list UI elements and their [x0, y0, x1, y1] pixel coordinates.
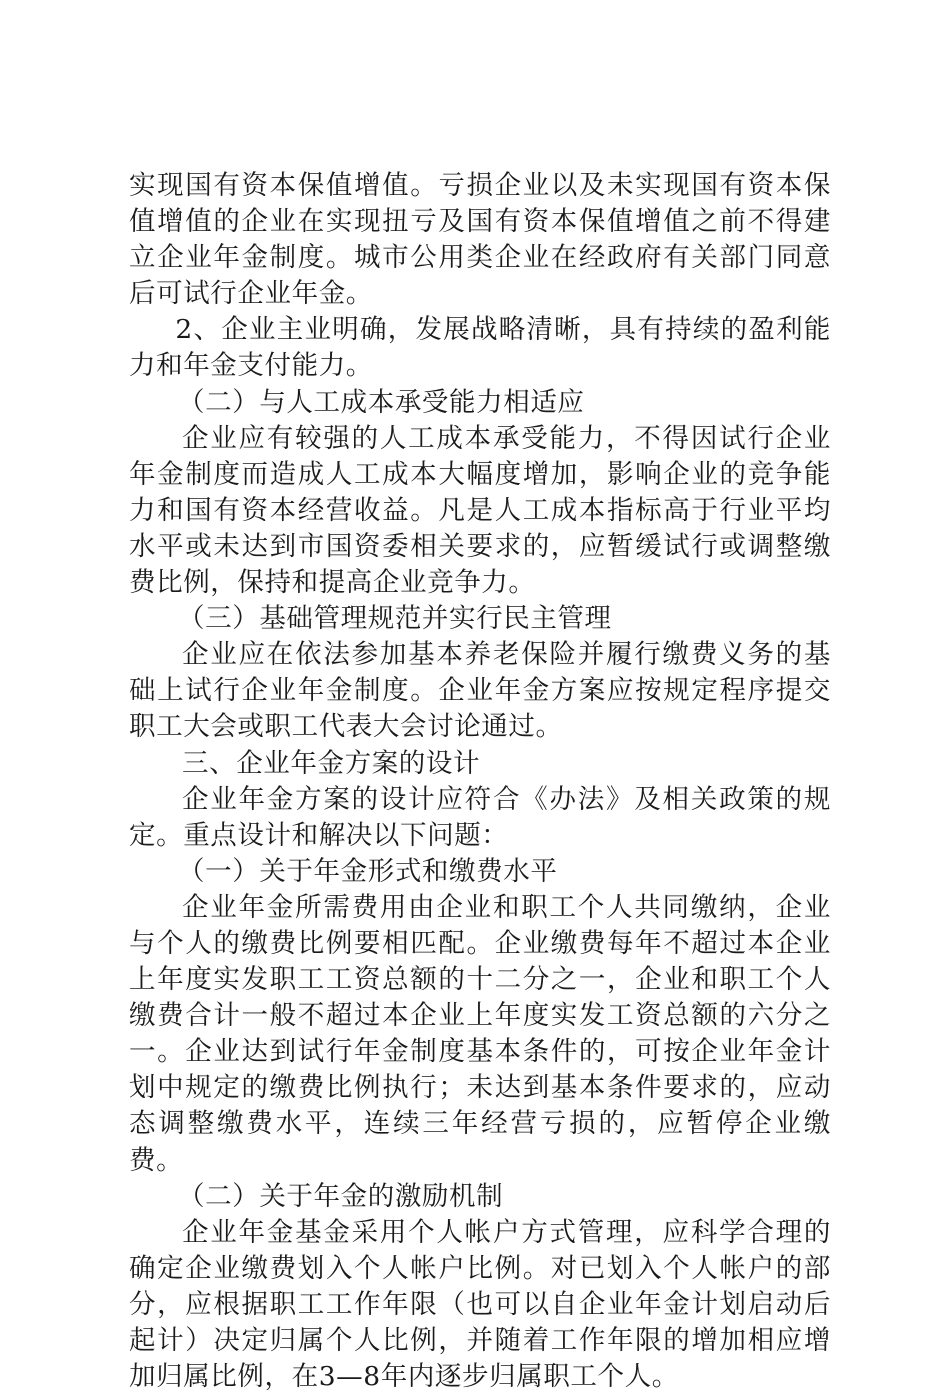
paragraph-labor-cost: 企业应有较强的人工成本承受能力，不得因试行企业年金制度而造成人工成本大幅度增加，影响企业的竞争能力和国有资本经营收益。凡是人工成本指标高于行业平均水平或未达到市国资委相关要求的，应暂缓试行或调整缴费比例，保持和提高企业竞争力。 — [129, 422, 831, 599]
subheading-labor-cost: （二）与人工成本承受能力相适应 — [178, 386, 585, 418]
paragraph-continuation: 实现国有资本保值增值。亏损企业以及未实现国有资本保值增值的企业在实现扭亏及国有资本保值增值之前不得建立企业年金制度。城市公用类企业在经政府有关部门同意后可试行企业年金。 — [129, 170, 831, 310]
subheading-incentive: （二）关于年金的激励机制 — [178, 1180, 504, 1212]
paragraph-plan-design: 企业年金方案的设计应符合《办法》及相关政策的规定。重点设计和解决以下问题： — [129, 783, 831, 851]
paragraph-contribution: 企业年金所需费用由企业和职工个人共同缴纳，企业与个人的缴费比例要相匹配。企业缴费每年不超过本企业上年度实发职工工资总额的十二分之一，企业和职工个人缴费合计一般不超过本企业上年度实发工资总额的六分之一。企业达到试行年金制度基本条件的，可按企业年金计划中规定的缴费比例执行；未达到基本条件要求的，应动态调整缴费水平，连续三年经营亏损的，应暂停企业缴费。 — [129, 891, 831, 1176]
section-heading-plan-design: 三、企业年金方案的设计 — [182, 747, 481, 779]
paragraph-management: 企业应在依法参加基本养老保险并履行缴费义务的基础上试行企业年金制度。企业年金方案应按规定程序提交职工大会或职工代表大会讨论通过。 — [129, 639, 831, 743]
document-body — [129, 168, 831, 1395]
subheading-management: （三）基础管理规范并实行民主管理 — [178, 603, 612, 635]
paragraph-item-2: 2、企业主业明确，发展战略清晰，具有持续的盈利能力和年金支付能力。 — [129, 314, 831, 382]
paragraph-incentive: 企业年金基金采用个人帐户方式管理，应科学合理的确定企业缴费划入个人帐户比例。对已划入个人帐户的部分，应根据职工工作年限（也可以自企业年金计划启动后起计）决定归属个人比例，并随着工作年限的增加相应增加归属比例，在3—8年内逐步归属职工个人。 — [129, 1216, 831, 1393]
subheading-contribution: （一）关于年金形式和缴费水平 — [178, 855, 558, 887]
